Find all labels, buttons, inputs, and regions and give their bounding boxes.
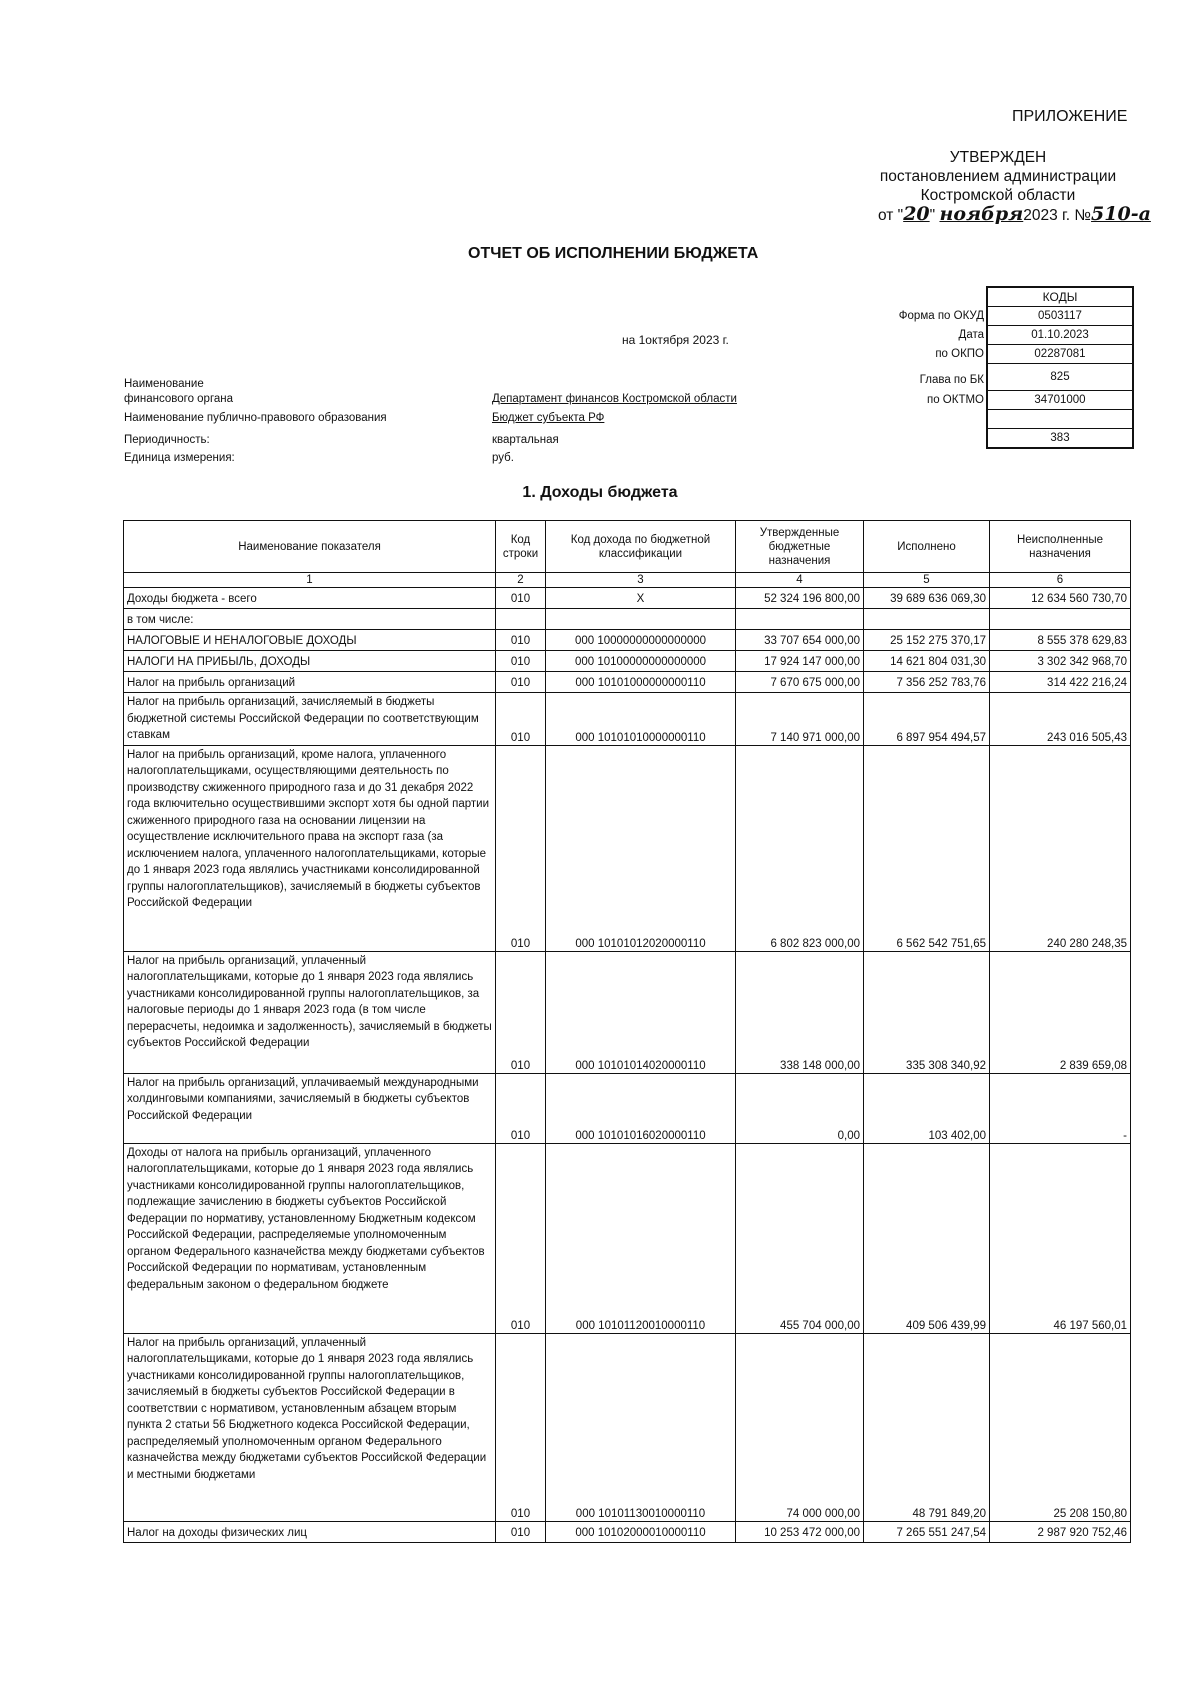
row-unexecuted: 243 016 505,43 <box>990 693 1131 746</box>
row-name: Налог на прибыль организаций, зачисляемый в бюджеты бюджетной системы Российской Федерации по соответствующим ставкам <box>124 693 496 746</box>
column-header-approved: Утвержденные бюджетные назначения <box>736 521 864 573</box>
row-income-code: 000 10101012020000110 <box>546 745 736 951</box>
approval-quote: " <box>929 207 936 224</box>
row-approved: 6 802 823 000,00 <box>736 745 864 951</box>
code-date: 01.10.2023 <box>988 326 1132 345</box>
approved-line: УТВЕРЖДЕН <box>949 149 1047 166</box>
row-name: Налог на доходы физических лиц <box>124 1521 496 1542</box>
column-number: 1 <box>124 573 496 588</box>
report-date: на 1октября 2023 г. <box>622 333 729 347</box>
entity-value: Бюджет субъекта РФ <box>492 412 605 424</box>
table-row <box>124 588 1131 609</box>
row-line-code: 010 <box>496 1333 546 1521</box>
row-executed: 48 791 849,20 <box>864 1333 990 1521</box>
table-row <box>124 693 1131 746</box>
column-number: 5 <box>864 573 990 588</box>
row-approved <box>736 609 864 630</box>
row-approved: 338 148 000,00 <box>736 951 864 1073</box>
row-name: Доходы от налога на прибыль организаций, уплаченного налогоплательщиками, которые до 1 января 2023 года являлись участниками консолидированной группы налогоплательщиков, подлежащие зачислению в бюджеты субъектов Российской Федерации по нормативу, установленному Бюджетным кодексом Российской Федерации, распределяемые уполномоченным органом Федерального казначейства между бюджетами субъектов Российской Федерации по нормативам, установленным федеральным законом о федеральном бюджете <box>124 1143 496 1333</box>
row-income-code: 000 10101010000000110 <box>546 693 736 746</box>
column-header-line-code: Код строки <box>496 521 546 573</box>
row-unexecuted: 2 839 659,08 <box>990 951 1131 1073</box>
row-name: Налог на прибыль организаций, уплачиваемый международными холдинговыми компаниями, зачисляемый в бюджеты субъектов Российской Федерации <box>124 1073 496 1143</box>
unit-value: руб. <box>492 452 514 464</box>
table-row <box>124 1521 1131 1542</box>
code-bk: 825 <box>988 364 1132 391</box>
row-executed: 103 402,00 <box>864 1073 990 1143</box>
approved-line: постановлением администрации <box>879 168 1117 185</box>
income-table <box>123 520 1131 1543</box>
code-label-okud: Форма по ОКУД <box>898 310 984 322</box>
row-approved: 10 253 472 000,00 <box>736 1521 864 1542</box>
row-approved: 17 924 147 000,00 <box>736 651 864 672</box>
row-income-code: 000 10101016020000110 <box>546 1073 736 1143</box>
row-income-code: X <box>546 588 736 609</box>
table-row <box>124 672 1131 693</box>
row-income-code: 000 10100000000000000 <box>546 651 736 672</box>
unit-label: Единица измерения: <box>124 452 235 464</box>
row-approved: 52 324 196 800,00 <box>736 588 864 609</box>
periodicity-label: Периодичность: <box>124 434 210 446</box>
column-number: 4 <box>736 573 864 588</box>
approval-day-handwritten: 20 <box>903 203 930 225</box>
row-unexecuted: 46 197 560,01 <box>990 1143 1131 1333</box>
codes-header: КОДЫ <box>988 288 1132 307</box>
code-label-date: Дата <box>958 329 984 341</box>
approval-block <box>878 148 1151 225</box>
fin-body-label-1: Наименование <box>124 378 204 390</box>
row-unexecuted: 25 208 150,80 <box>990 1333 1131 1521</box>
table-row <box>124 1073 1131 1143</box>
codes-box <box>986 286 1134 449</box>
column-number: 6 <box>990 573 1131 588</box>
row-income-code <box>546 609 736 630</box>
row-name: в том числе: <box>124 609 496 630</box>
row-income-code: 000 10101014020000110 <box>546 951 736 1073</box>
row-executed: 335 308 340,92 <box>864 951 990 1073</box>
table-row <box>124 630 1131 651</box>
code-label-bk: Глава по БК <box>919 374 984 386</box>
table-row <box>124 1143 1131 1333</box>
column-number: 2 <box>496 573 546 588</box>
row-income-code: 000 10102000010000110 <box>546 1521 736 1542</box>
row-executed: 409 506 439,99 <box>864 1143 990 1333</box>
row-approved: 7 670 675 000,00 <box>736 672 864 693</box>
row-executed: 25 152 275 370,17 <box>864 630 990 651</box>
row-line-code: 010 <box>496 630 546 651</box>
table-row <box>124 745 1131 951</box>
column-header-name: Наименование показателя <box>124 521 496 573</box>
row-unexecuted: 12 634 560 730,70 <box>990 588 1131 609</box>
row-name: Налог на прибыль организаций, уплаченный налогоплательщиками, которые до 1 января 2023 года являлись участниками консолидированной группы налогоплательщиков, зачисляемый в бюджеты субъектов Российской Федерации в соответствии с нормативом, установленным абзацем вторым пункта 2 статьи 56 Бюджетного кодекса Российской Федерации, распределяемый уполномоченным органом Федерального казначейства между бюджетами субъектов Российской Федерации и местными бюджетами <box>124 1333 496 1521</box>
column-header-income-code: Код дохода по бюджетной классификации <box>546 521 736 573</box>
row-approved: 7 140 971 000,00 <box>736 693 864 746</box>
entity-label: Наименование публично-правового образования <box>124 412 387 424</box>
column-number: 3 <box>546 573 736 588</box>
row-executed: 7 356 252 783,76 <box>864 672 990 693</box>
table-row <box>124 1333 1131 1521</box>
row-executed: 6 897 954 494,57 <box>864 693 990 746</box>
column-header-executed: Исполнено <box>864 521 990 573</box>
row-name: Доходы бюджета - всего <box>124 588 496 609</box>
approved-line: Костромской области <box>920 187 1076 204</box>
row-unexecuted: 8 555 378 629,83 <box>990 630 1131 651</box>
row-income-code: 000 10000000000000000 <box>546 630 736 651</box>
row-name: НАЛОГОВЫЕ И НЕНАЛОГОВЫЕ ДОХОДЫ <box>124 630 496 651</box>
row-income-code: 000 10101130010000110 <box>546 1333 736 1521</box>
fin-body-label-2: финансового органа <box>124 393 234 405</box>
codes-labels <box>820 288 984 410</box>
row-unexecuted: 2 987 920 752,46 <box>990 1521 1131 1542</box>
row-approved: 74 000 000,00 <box>736 1333 864 1521</box>
code-okpo: 02287081 <box>988 345 1132 364</box>
row-name: НАЛОГИ НА ПРИБЫЛЬ, ДОХОДЫ <box>124 651 496 672</box>
row-line-code: 010 <box>496 1521 546 1542</box>
code-okud: 0503117 <box>988 307 1132 326</box>
table-row <box>124 951 1131 1073</box>
row-income-code: 000 10101000000000110 <box>546 672 736 693</box>
row-unexecuted: 314 422 216,24 <box>990 672 1131 693</box>
periodicity-value: квартальная <box>492 434 559 446</box>
row-unexecuted <box>990 609 1131 630</box>
row-executed: 14 621 804 031,30 <box>864 651 990 672</box>
row-name: Налог на прибыль организаций, кроме налога, уплаченного налогоплательщиками, осуществляющими деятельность по производству сжиженного природного газа и до 31 декабря 2022 года включительно осуществившими экспорт хотя бы одной партии сжиженного природного газа на основании лицензии на осуществление исключительного права на экспорт газа (за исключением налога, уплаченного налогоплательщиками, которые до 1 января 2023 года являлись участниками консолидированной группы налогоплательщиков), зачисляемый в бюджеты субъектов Российской Федерации <box>124 745 496 951</box>
row-approved: 0,00 <box>736 1073 864 1143</box>
column-header-unexecuted: Неисполненные назначения <box>990 521 1131 573</box>
report-title: ОТЧЕТ ОБ ИСПОЛНЕНИИ БЮДЖЕТА <box>468 245 759 262</box>
appendix-label: ПРИЛОЖЕНИЕ <box>1012 108 1128 125</box>
row-unexecuted: 3 302 342 968,70 <box>990 651 1131 672</box>
row-line-code: 010 <box>496 1143 546 1333</box>
row-name: Налог на прибыль организаций, уплаченный налогоплательщиками, которые до 1 января 2023 года являлись участниками консолидированной группы налогоплательщиков, за налоговые периоды до 1 января 2023 года (в том числе перерасчеты, недоимка и задолженность), зачисляемый в бюджеты субъектов Российской Федерации <box>124 951 496 1073</box>
row-line-code <box>496 609 546 630</box>
row-approved: 33 707 654 000,00 <box>736 630 864 651</box>
code-okei: 383 <box>1050 432 1070 444</box>
code-oktmo: 34701000 <box>988 391 1132 410</box>
approval-from: от " <box>878 207 904 224</box>
approval-date-line <box>878 203 1151 225</box>
section-title: 1. Доходы бюджета <box>522 484 678 501</box>
row-line-code: 010 <box>496 693 546 746</box>
code-empty <box>988 410 1132 429</box>
row-name: Налог на прибыль организаций <box>124 672 496 693</box>
row-executed: 6 562 542 751,65 <box>864 745 990 951</box>
row-executed <box>864 609 990 630</box>
row-executed: 39 689 636 069,30 <box>864 588 990 609</box>
row-income-code: 000 10101120010000110 <box>546 1143 736 1333</box>
table-row <box>124 609 1131 630</box>
row-unexecuted: 240 280 248,35 <box>990 745 1131 951</box>
approval-number-handwritten: 510-а <box>1091 203 1151 225</box>
row-executed: 7 265 551 247,54 <box>864 1521 990 1542</box>
row-line-code: 010 <box>496 1073 546 1143</box>
code-label-okpo: по ОКПО <box>935 348 984 360</box>
row-line-code: 010 <box>496 672 546 693</box>
row-line-code: 010 <box>496 651 546 672</box>
table-row <box>124 651 1131 672</box>
row-line-code: 010 <box>496 588 546 609</box>
fin-body-value: Департамент финансов Костромской области <box>492 393 737 405</box>
row-line-code: 010 <box>496 951 546 1073</box>
code-label-oktmo: по ОКТМО <box>926 394 984 406</box>
row-unexecuted: - <box>990 1073 1131 1143</box>
row-line-code: 010 <box>496 745 546 951</box>
approval-year: 2023 г. № <box>1023 207 1092 224</box>
approval-month-handwritten: ноября <box>939 203 1024 225</box>
row-approved: 455 704 000,00 <box>736 1143 864 1333</box>
